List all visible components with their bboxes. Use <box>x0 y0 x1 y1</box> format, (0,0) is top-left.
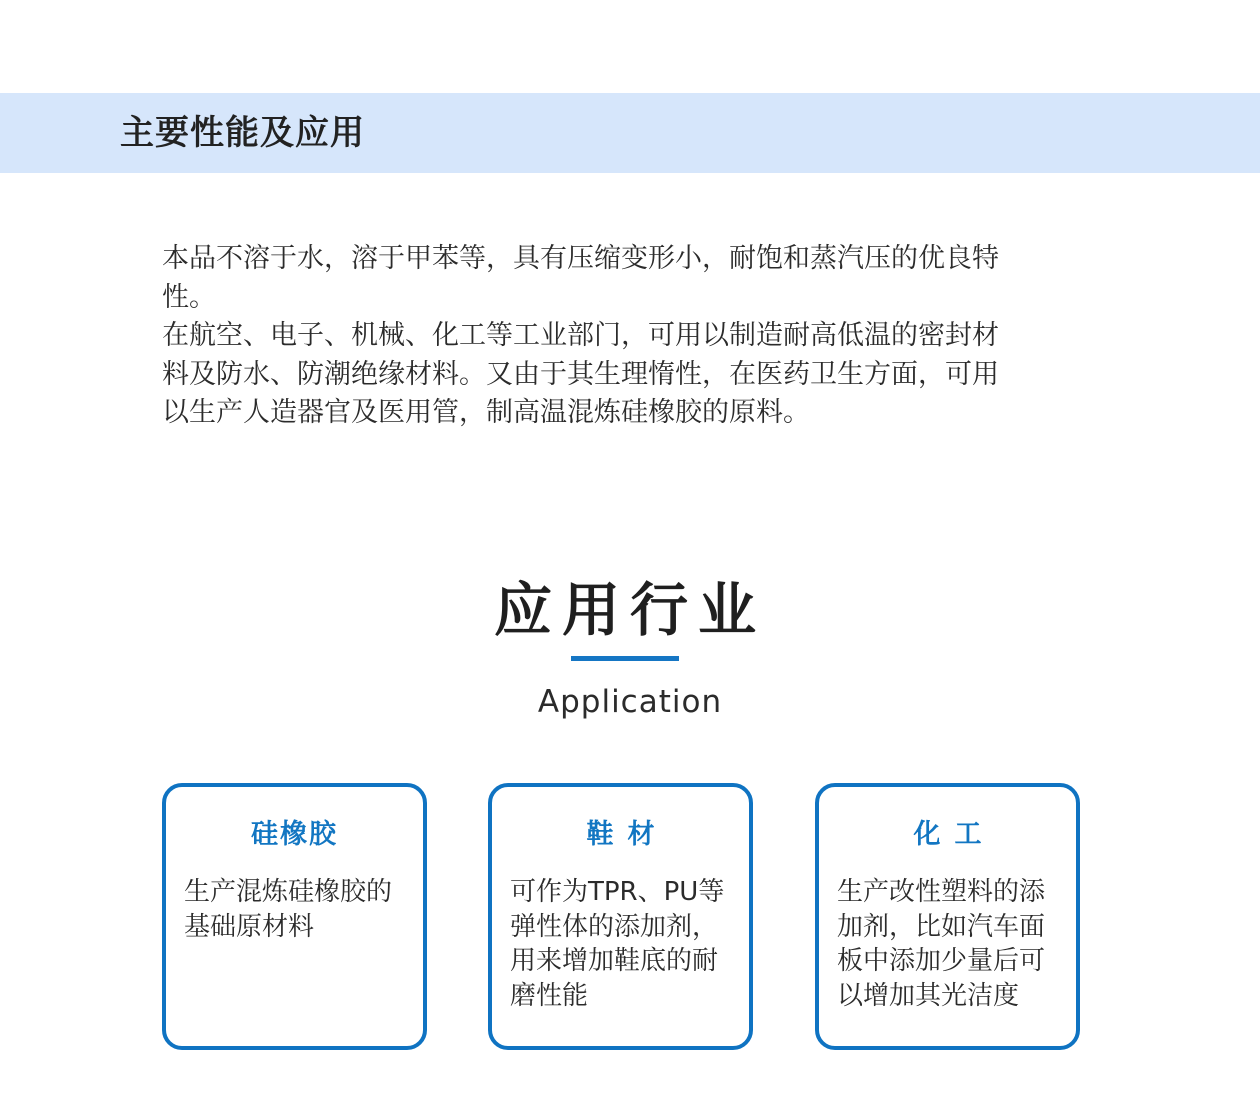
intro-paragraph: 本品不溶于水，溶于甲苯等，具有压缩变形小，耐饱和蒸汽压的优良特性。 <box>162 243 999 313</box>
card-description: 生产改性塑料的添加剂，比如汽车面板中添加少量后可以增加其光洁度 <box>837 877 1046 1011</box>
application-subtitle: Application <box>537 684 723 720</box>
application-heading: 应用行业 <box>493 576 766 644</box>
section-title: 主要性能及应用 <box>120 113 365 153</box>
heading-underline <box>571 656 679 661</box>
industry-card-silicone-rubber <box>162 783 427 1050</box>
card-title: 鞋材 <box>586 819 669 850</box>
card-title: 化工 <box>913 819 996 850</box>
industry-card-shoe-material <box>488 783 753 1050</box>
section-header-band <box>0 93 1260 173</box>
card-description: 生产混炼硅橡胶的基础原材料 <box>184 877 393 942</box>
intro-paragraph: 在航空、电子、机械、化工等工业部门，可用以制造耐高低温的密封材料及防水、防潮绝缘材料。又由于其生理惰性，在医药卫生方面，可用以生产人造器官及医用管，制高温混炼硅橡胶的原料。 <box>162 320 999 428</box>
industry-card-chemical <box>815 783 1080 1050</box>
card-description: 可作为TPR、PU等弹性体的添加剂，用来增加鞋底的耐磨性能 <box>510 877 725 1011</box>
intro-text <box>162 240 1022 433</box>
card-title: 硅橡胶 <box>251 819 338 850</box>
